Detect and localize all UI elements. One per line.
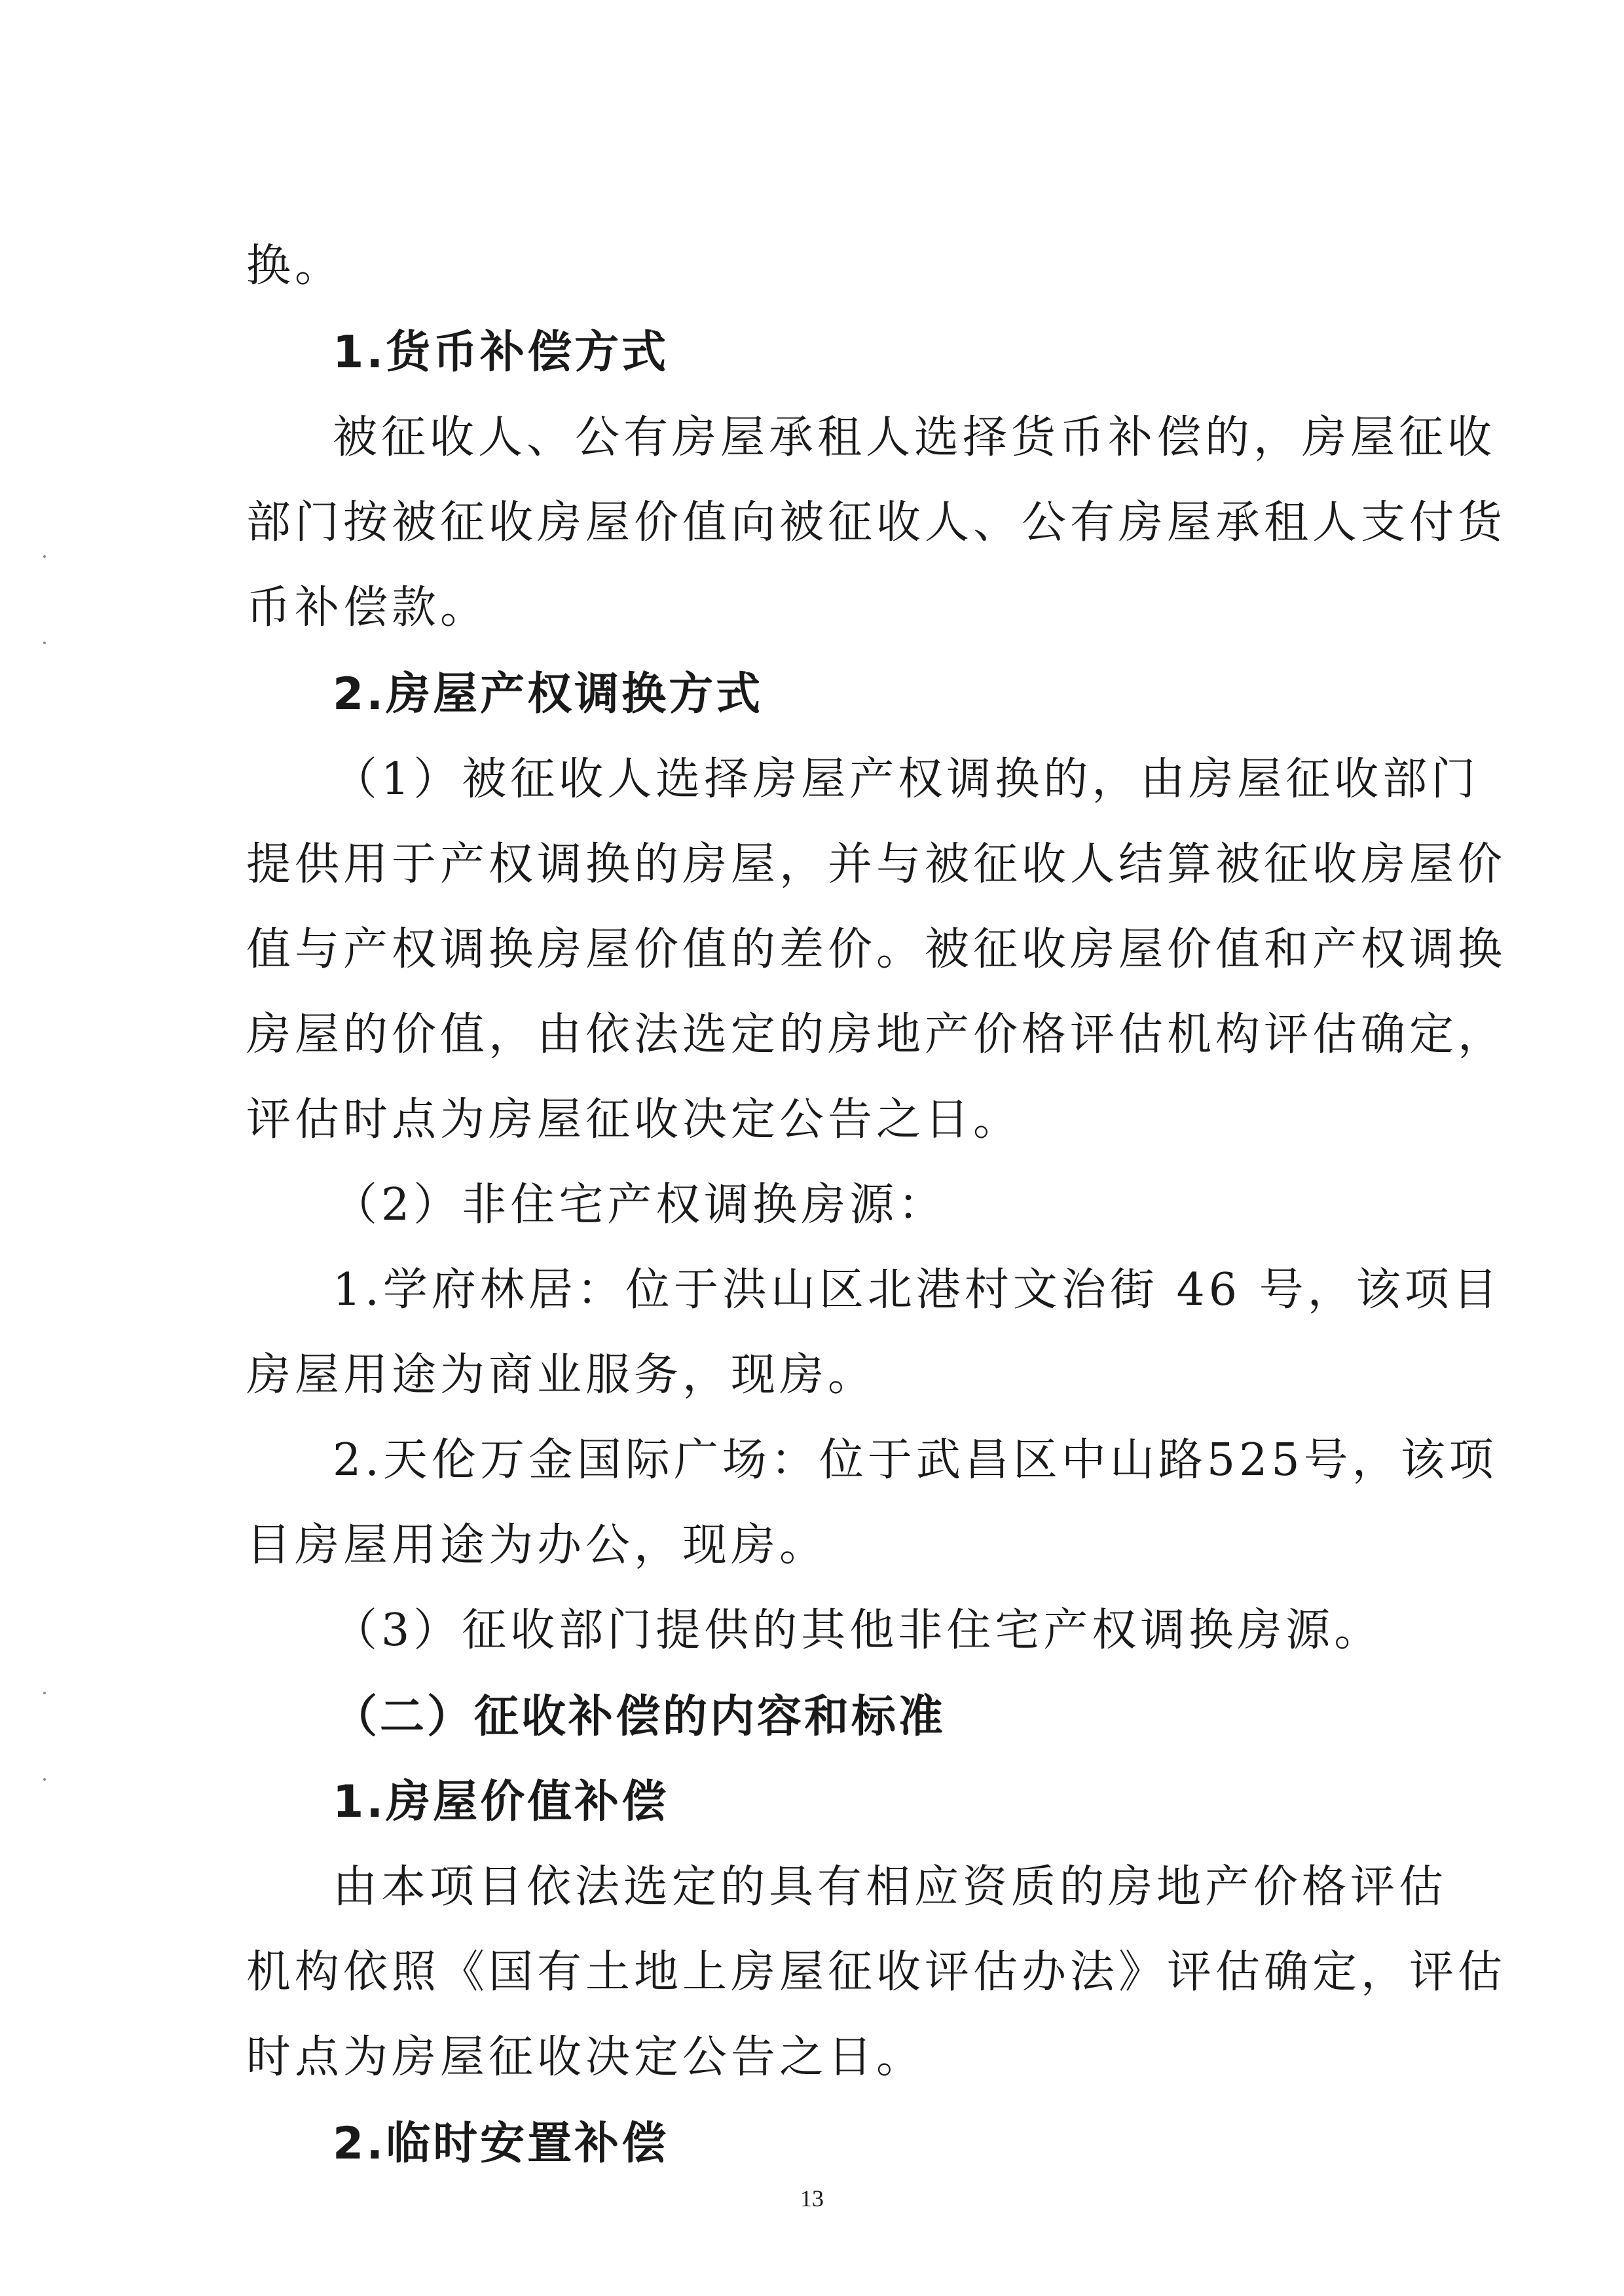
heading-temporary-resettlement: 2.临时安置补偿: [333, 2118, 669, 2170]
heading-monetary-compensation: 1.货币补偿方式: [333, 327, 669, 378]
scan-mark: [43, 1692, 46, 1694]
paragraph-line: （3）征收部门提供的其他非住宅产权调换房源。: [333, 1605, 1383, 1656]
heading-property-exchange: 2.房屋产权调换方式: [333, 668, 764, 720]
paragraph-line: 被征收人、公有房屋承租人选择货币补偿的，房屋征收: [333, 412, 1496, 464]
paragraph-line: 部门按被征收房屋价值向被征收人、公有房屋承租人支付货: [246, 497, 1507, 549]
paragraph-line: 1.学府林居：位于洪山区北港村文治街 46 号，该项目: [333, 1264, 1502, 1316]
paragraph-line: 值与产权调换房屋价值的差价。被征收房屋价值和产权调换: [246, 924, 1507, 975]
paragraph-line: 提供用于产权调换的房屋，并与被征收人结算被征收房屋价: [246, 839, 1507, 890]
paragraph-line: 房屋用途为商业服务，现房。: [246, 1349, 877, 1401]
scan-mark: [43, 1778, 46, 1781]
paragraph-line: 时点为房屋征收决定公告之日。: [246, 2032, 925, 2083]
paragraph-line: 房屋的价值，由依法选定的房地产价格评估机构评估确定，: [246, 1009, 1507, 1061]
page-number: 13: [800, 2185, 824, 2212]
paragraph-line: 机构依照《国有土地上房屋征收评估办法》评估确定，评估: [246, 1946, 1507, 1998]
paragraph-line: （1）被征收人选择房屋产权调换的，由房屋征收部门: [333, 754, 1480, 805]
scan-mark: [43, 642, 46, 644]
heading-house-value-compensation: 1.房屋价值补偿: [333, 1776, 669, 1828]
heading-compensation-content: （二）征收补偿的内容和标准: [333, 1691, 946, 1743]
scan-mark: [43, 555, 46, 558]
paragraph-line: 评估时点为房屋征收决定公告之日。: [246, 1094, 1022, 1146]
paragraph-line: （2）非住宅产权调换房源：: [333, 1179, 947, 1231]
paragraph-continuation: 换。: [246, 240, 344, 292]
paragraph-line: 由本项目依法选定的具有相应资质的房地产价格评估: [333, 1861, 1448, 1913]
paragraph-line: 2.天伦万金国际广场：位于武昌区中山路525号，该项: [333, 1434, 1498, 1486]
paragraph-line: 币补偿款。: [246, 582, 489, 634]
paragraph-line: 目房屋用途为办公，现房。: [246, 1520, 828, 1571]
